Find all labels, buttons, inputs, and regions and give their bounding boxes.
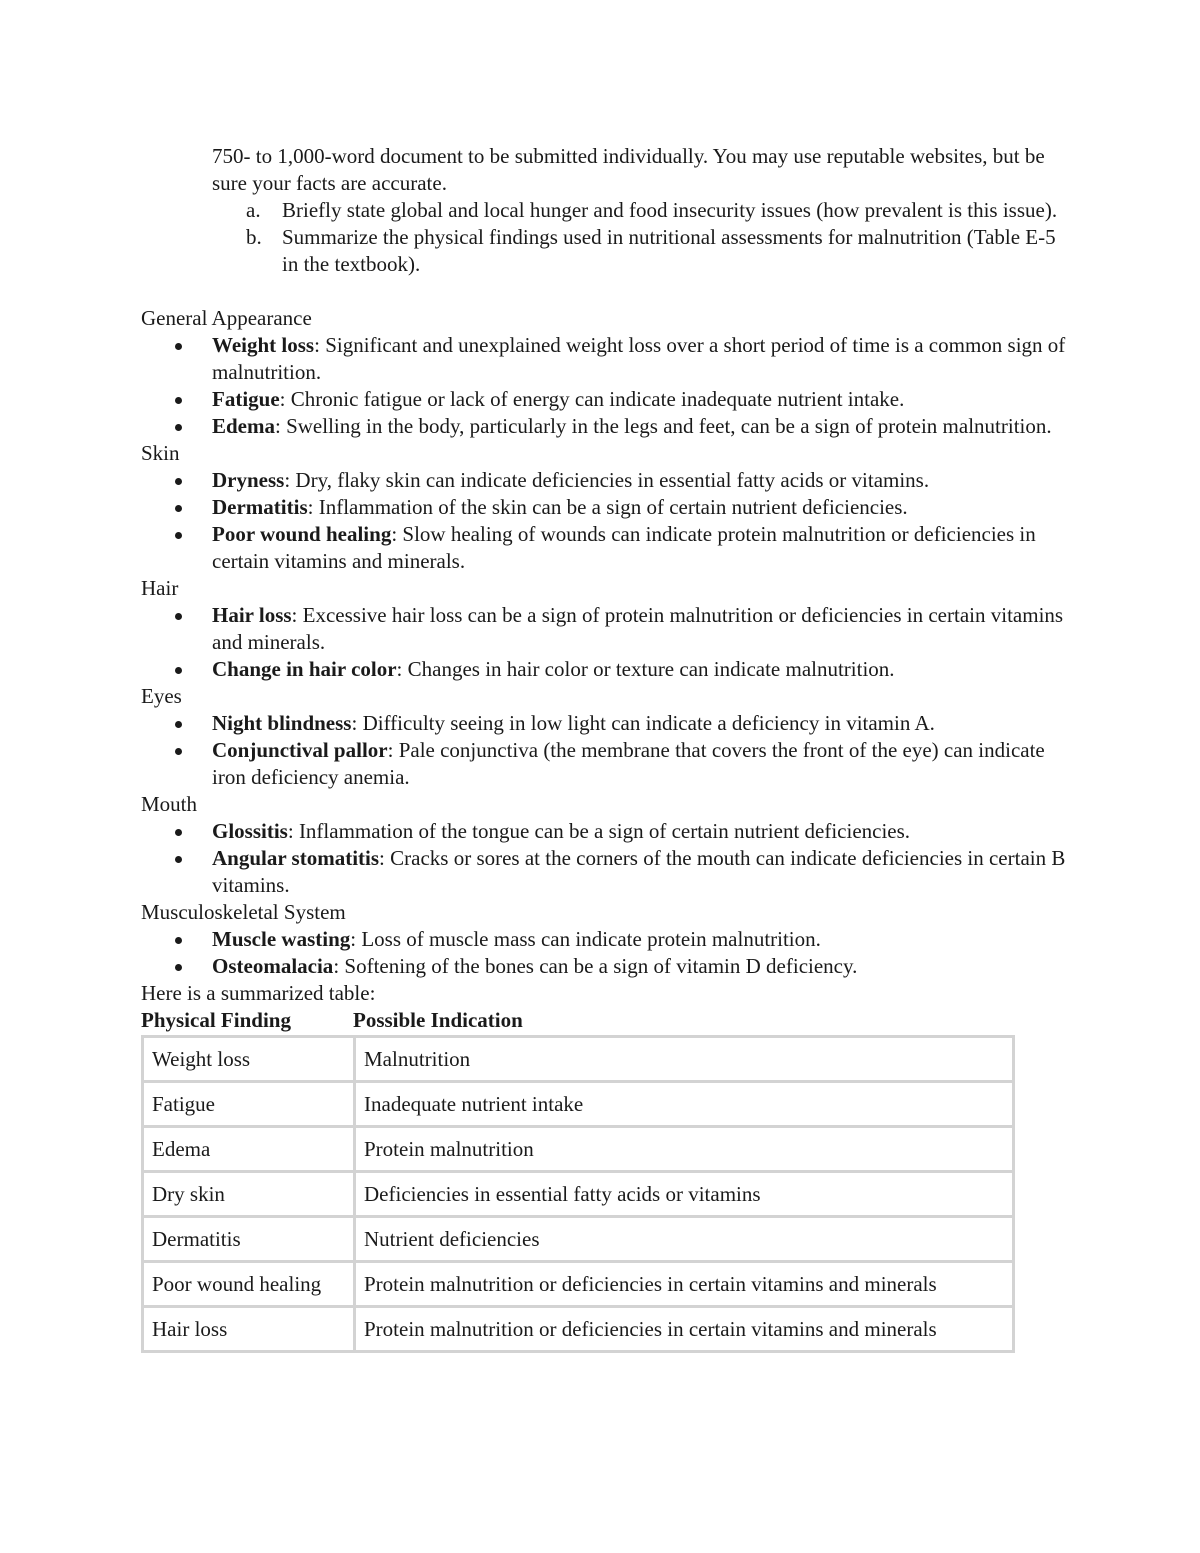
bullet-icon bbox=[175, 937, 182, 944]
section-heading: Musculoskeletal System bbox=[141, 900, 346, 924]
bullet-list bbox=[141, 926, 1081, 980]
bullet-icon bbox=[175, 613, 182, 620]
bullet-text: : Inflammation of the tongue can be a sign of certain nutrient deficiencies. bbox=[287, 819, 911, 843]
bullet-term: Dryness bbox=[212, 468, 285, 492]
table-row bbox=[143, 1262, 1014, 1307]
bullet-term: Dermatitis bbox=[212, 495, 308, 519]
bullet-item bbox=[212, 845, 1081, 899]
bullet-item bbox=[212, 386, 1081, 413]
cell-physical-finding: Poor wound healing bbox=[143, 1262, 355, 1307]
document-body bbox=[141, 305, 1081, 1353]
bullet-icon bbox=[175, 748, 182, 755]
bullet-term: Poor wound healing bbox=[212, 522, 392, 546]
section-heading: Eyes bbox=[141, 684, 182, 708]
instructions-item bbox=[246, 197, 1062, 224]
bullet-text: : Inflammation of the skin can be a sign of certain nutrient deficiencies. bbox=[307, 495, 908, 519]
cell-physical-finding: Dry skin bbox=[143, 1172, 355, 1217]
section-heading: Mouth bbox=[141, 792, 198, 816]
instructions-item-text: Briefly state global and local hunger and food insecurity issues (how prevalent is this issue). bbox=[282, 198, 1058, 222]
table-row bbox=[143, 1127, 1014, 1172]
bullet-term: Glossitis bbox=[212, 819, 288, 843]
bullet-item bbox=[212, 602, 1081, 656]
cell-physical-finding: Edema bbox=[143, 1127, 355, 1172]
bullet-text: : Dry, flaky skin can indicate deficiencies in essential fatty acids or vitamins. bbox=[284, 468, 930, 492]
table-header-row bbox=[141, 1007, 1081, 1034]
bullet-item bbox=[212, 656, 1081, 683]
bullet-term: Conjunctival pallor bbox=[212, 738, 388, 762]
bullet-item bbox=[212, 737, 1081, 791]
bullet-term: Weight loss bbox=[212, 333, 315, 357]
table-row bbox=[143, 1172, 1014, 1217]
findings-table bbox=[141, 1035, 1015, 1353]
bullet-text: : Swelling in the body, particularly in the legs and feet, can be a sign of protein malnutrition. bbox=[275, 414, 1052, 438]
list-marker: b. bbox=[246, 225, 262, 249]
bullet-text: : Loss of muscle mass can indicate protein malnutrition. bbox=[350, 927, 821, 951]
bullet-icon bbox=[175, 667, 182, 674]
cell-possible-indication: Nutrient deficiencies bbox=[355, 1217, 1014, 1262]
bullet-text: : Excessive hair loss can be a sign of protein malnutrition or deficiencies in certain vitamins and minerals. bbox=[212, 603, 1064, 654]
bullet-item bbox=[212, 926, 1081, 953]
instructions-list bbox=[212, 197, 1062, 278]
bullet-item bbox=[212, 467, 1081, 494]
table-row bbox=[143, 1037, 1014, 1082]
table-row bbox=[143, 1217, 1014, 1262]
list-marker: a. bbox=[246, 198, 261, 222]
section-heading: Skin bbox=[141, 441, 180, 465]
bullet-icon bbox=[175, 532, 182, 539]
bullet-text: : Cracks or sores at the corners of the mouth can indicate deficiencies in certain B vitamins. bbox=[212, 846, 1066, 897]
cell-physical-finding: Dermatitis bbox=[143, 1217, 355, 1262]
bullet-list bbox=[141, 710, 1081, 791]
bullet-icon bbox=[175, 424, 182, 431]
bullet-icon bbox=[175, 505, 182, 512]
bullet-text: : Softening of the bones can be a sign of vitamin D deficiency. bbox=[333, 954, 858, 978]
bullet-icon bbox=[175, 397, 182, 404]
assignment-instructions bbox=[212, 143, 1062, 278]
bullet-list bbox=[141, 818, 1081, 899]
bullet-term: Fatigue bbox=[212, 387, 280, 411]
findings-table-body bbox=[143, 1037, 1014, 1352]
cell-possible-indication: Protein malnutrition or deficiencies in certain vitamins and minerals bbox=[355, 1262, 1014, 1307]
bullet-term: Change in hair color bbox=[212, 657, 397, 681]
table-caption: Here is a summarized table: bbox=[141, 981, 376, 1005]
cell-physical-finding: Fatigue bbox=[143, 1082, 355, 1127]
bullet-term: Angular stomatitis bbox=[212, 846, 380, 870]
instructions-paragraph: 750- to 1,000-word document to be submitted individually. You may use reputable websites, but be sure your facts are accurate. bbox=[212, 144, 1045, 195]
bullet-item bbox=[212, 710, 1081, 737]
bullet-text: : Chronic fatigue or lack of energy can indicate inadequate nutrient intake. bbox=[279, 387, 905, 411]
cell-physical-finding: Weight loss bbox=[143, 1037, 355, 1082]
column-header-physical-finding: Physical Finding bbox=[141, 1008, 291, 1032]
column-header-possible-indication: Possible Indication bbox=[353, 1008, 523, 1032]
bullet-term: Night blindness bbox=[212, 711, 352, 735]
bullet-list bbox=[141, 332, 1081, 440]
bullet-term: Hair loss bbox=[212, 603, 292, 627]
bullet-icon bbox=[175, 343, 182, 350]
table-row bbox=[143, 1307, 1014, 1352]
bullet-item bbox=[212, 413, 1081, 440]
table-row bbox=[143, 1082, 1014, 1127]
bullet-item bbox=[212, 494, 1081, 521]
bullet-icon bbox=[175, 856, 182, 863]
bullet-text: : Difficulty seeing in low light can indicate a deficiency in vitamin A. bbox=[351, 711, 935, 735]
cell-possible-indication: Deficiencies in essential fatty acids or vitamins bbox=[355, 1172, 1014, 1217]
bullet-list bbox=[141, 602, 1081, 683]
bullet-item bbox=[212, 521, 1081, 575]
instructions-item-text: Summarize the physical findings used in nutritional assessments for malnutrition (Table E-5 in the textbook). bbox=[282, 225, 1056, 276]
bullet-icon bbox=[175, 829, 182, 836]
cell-possible-indication: Protein malnutrition or deficiencies in certain vitamins and minerals bbox=[355, 1307, 1014, 1352]
bullet-item bbox=[212, 332, 1081, 386]
bullet-text: : Significant and unexplained weight loss over a short period of time is a common sign of malnutrition. bbox=[212, 333, 1066, 384]
cell-possible-indication: Inadequate nutrient intake bbox=[355, 1082, 1014, 1127]
bullet-list bbox=[141, 467, 1081, 575]
instructions-item bbox=[246, 224, 1062, 278]
bullet-icon bbox=[175, 964, 182, 971]
bullet-item bbox=[212, 818, 1081, 845]
cell-possible-indication: Protein malnutrition bbox=[355, 1127, 1014, 1172]
bullet-term: Osteomalacia bbox=[212, 954, 334, 978]
bullet-term: Muscle wasting bbox=[212, 927, 351, 951]
section-heading: General Appearance bbox=[141, 306, 312, 330]
bullet-text: : Pale conjunctiva (the membrane that covers the front of the eye) can indicate iron deficiency anemia. bbox=[212, 738, 1045, 789]
cell-physical-finding: Hair loss bbox=[143, 1307, 355, 1352]
bullet-text: : Changes in hair color or texture can indicate malnutrition. bbox=[396, 657, 895, 681]
bullet-icon bbox=[175, 721, 182, 728]
bullet-text: : Slow healing of wounds can indicate protein malnutrition or deficiencies in certain vitamins and minerals. bbox=[212, 522, 1036, 573]
cell-possible-indication: Malnutrition bbox=[355, 1037, 1014, 1082]
bullet-term: Edema bbox=[212, 414, 275, 438]
section-heading: Hair bbox=[141, 576, 179, 600]
bullet-icon bbox=[175, 478, 182, 485]
bullet-item bbox=[212, 953, 1081, 980]
